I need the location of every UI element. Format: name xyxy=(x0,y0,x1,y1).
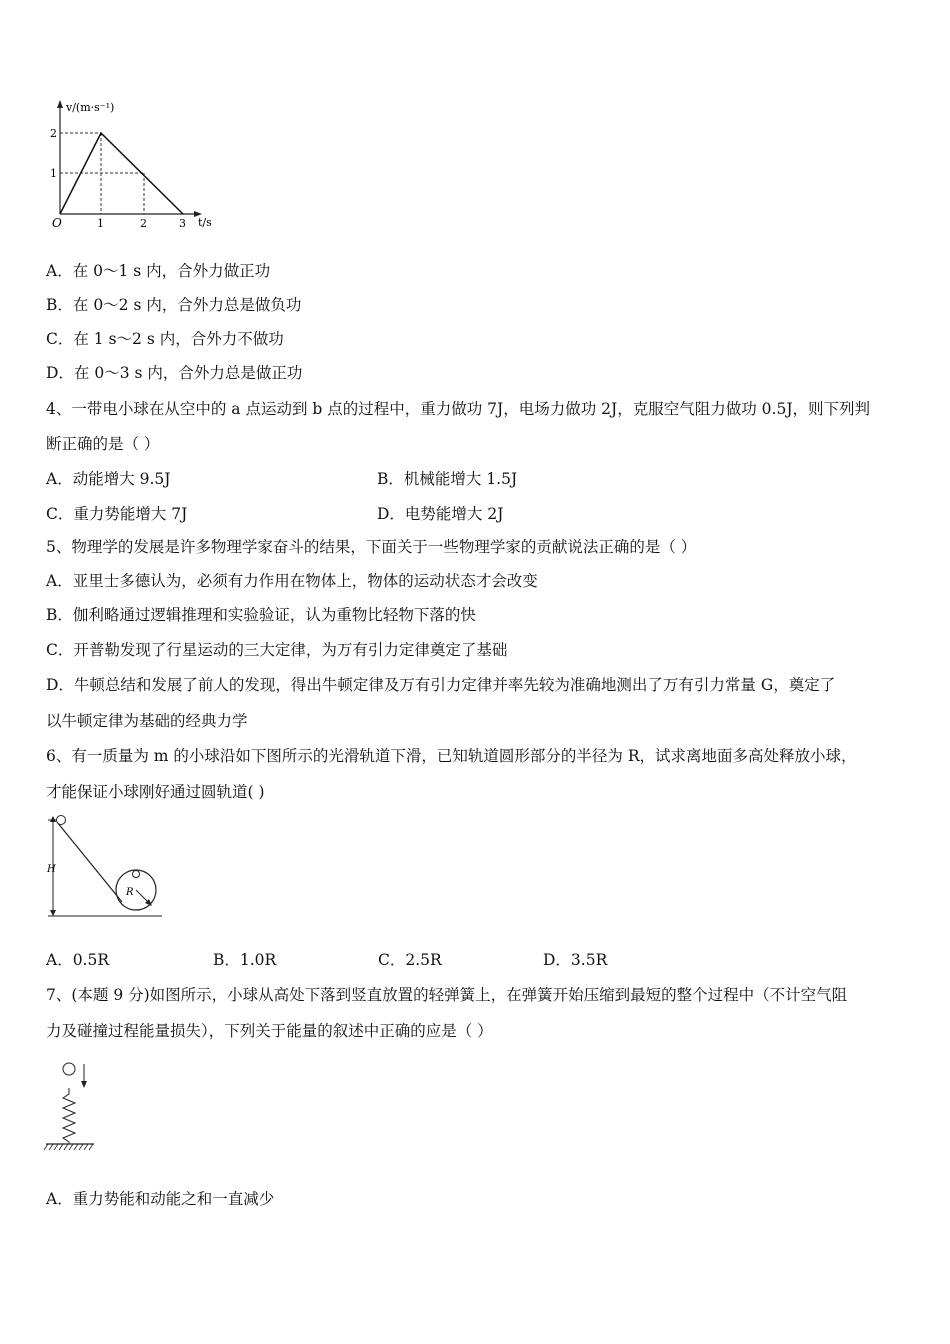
q7-option-a: A．重力势能和动能之和一直减少 xyxy=(46,1190,275,1208)
q7-stem-line2: 力及碰撞过程能量损失），下列关于能量的叙述中正确的应是（ ） xyxy=(46,1022,493,1040)
falling-ball-icon xyxy=(63,1063,75,1075)
x-axis-label: t/s xyxy=(198,216,212,229)
q7-stem-line1: 7、(本题 9 分)如图所示，小球从高处下落到竖直放置的轻弹簧上，在弹簧开始压缩到最短的整个过程中（不计空气阻 xyxy=(46,986,848,1004)
q6-option-c: C．2.5R xyxy=(378,951,442,969)
q5-option-c: C．开普勒发现了行星运动的三大定律，为万有引力定律奠定了基础 xyxy=(46,641,508,659)
q4-option-c: C．重力势能增大 7J xyxy=(46,505,188,523)
q5-option-a: A．亚里士多德认为，必须有力作用在物体上，物体的运动状态才会改变 xyxy=(46,572,538,590)
q5-stem: 5、物理学的发展是许多物理学家奋斗的结果，下面关于一些物理学家的贡献说法正确的是（ ） xyxy=(46,538,697,556)
q6-option-b: B．1.0R xyxy=(213,951,277,969)
radius-label: R xyxy=(126,887,134,898)
q5-option-b: B．伽利略通过逻辑推理和实验验证，认为重物比轻物下落的快 xyxy=(46,606,476,624)
y-axis-label: v/(m·s⁻¹) xyxy=(66,101,115,114)
ball-icon xyxy=(57,816,66,825)
origin-label: O xyxy=(52,216,62,230)
y-tick-1: 1 xyxy=(50,167,57,180)
down-arrow-icon xyxy=(81,1081,87,1088)
q3-option-c: C．在 1 s～2 s 内，合外力不做功 xyxy=(46,330,284,348)
q6-stem-line2: 才能保证小球刚好通过圆轨道( ) xyxy=(46,783,265,801)
q6-option-d: D．3.5R xyxy=(543,951,608,969)
q5-option-d: D．牛顿总结和发展了前人的发现，得出牛顿定律及万有引力定律并率先较为准确地测出了万有引力常量 G，奠定了 xyxy=(46,676,836,694)
q3-option-a: A．在 0～1 s 内，合外力做正功 xyxy=(46,262,271,280)
q4-option-a: A．动能增大 9.5J xyxy=(46,470,171,488)
q3-option-b: B．在 0～2 s 内，合外力总是做负功 xyxy=(46,296,302,314)
q4-stem-line1: 4、一带电小球在从空中的 a 点运动到 b 点的过程中，重力做功 7J，电场力做功 2J，克服空气阻力做功 0.5J，则下列判 xyxy=(46,400,871,418)
q6-stem-line1: 6、有一质量为 m 的小球沿如下图所示的光滑轨道下滑，已知轨道圆形部分的半径为 R，试求离地面多高处释放小球， xyxy=(46,747,857,765)
height-label: H xyxy=(47,864,56,875)
q3-option-d: D．在 0～3 s 内，合外力总是做正功 xyxy=(46,364,303,382)
q4-option-b: B．机械能增大 1.5J xyxy=(377,470,518,488)
x-tick-2: 2 xyxy=(140,217,147,230)
x-tick-1: 1 xyxy=(97,217,104,230)
loop-track-figure xyxy=(40,812,170,922)
q4-stem-line2: 断正确的是（ ） xyxy=(46,435,160,453)
spring-icon xyxy=(63,1088,75,1144)
q4-option-d: D．电势能增大 2J xyxy=(377,505,504,523)
x-tick-3: 3 xyxy=(179,217,186,230)
velocity-time-graph xyxy=(44,96,224,231)
spring-figure xyxy=(42,1058,102,1154)
q6-option-a: A．0.5R xyxy=(46,951,110,969)
q5-option-d-cont: 以牛顿定律为基础的经典力学 xyxy=(46,712,248,730)
y-tick-2: 2 xyxy=(50,127,57,140)
